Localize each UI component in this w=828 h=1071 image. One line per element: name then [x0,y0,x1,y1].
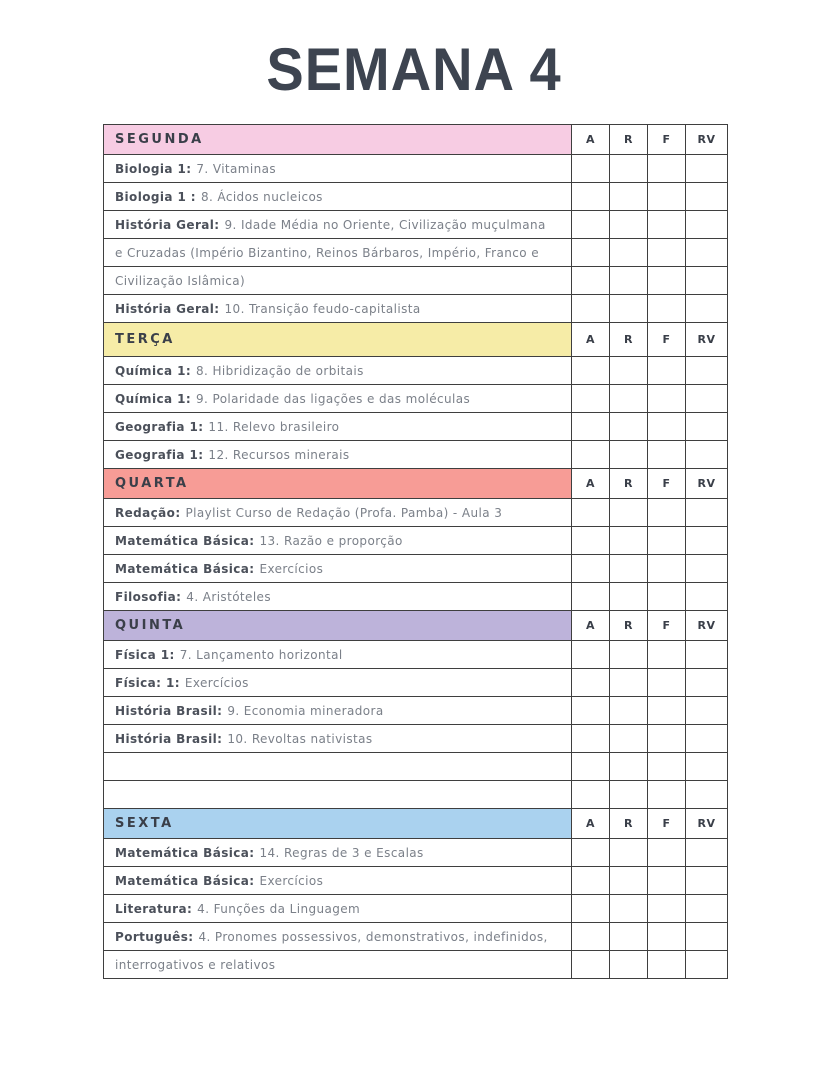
check-cell-r [609,210,648,239]
check-cell-rv [685,838,728,867]
check-cell-r [609,752,648,781]
check-cell-a [571,412,610,441]
day-header-sexta [103,808,730,839]
task-text [103,498,572,527]
check-cell-f [647,384,686,413]
check-cell-f [647,294,686,323]
task-text [103,696,572,725]
task-topic: 9. Economia mineradora [227,703,384,718]
check-cell-f [647,266,686,295]
task-topic: interrogativos e relativos [115,957,276,972]
check-column-header-f: F [647,808,686,839]
check-cell-a [571,266,610,295]
check-cell-r [609,866,648,895]
task-row [103,668,730,697]
check-cell-a [571,696,610,725]
task-text [103,210,572,239]
check-cell-r [609,668,648,697]
task-row [103,894,730,923]
task-row [103,582,730,611]
check-cell-a [571,238,610,267]
check-column-header-a: A [571,610,610,641]
check-cell-f [647,668,686,697]
check-cell-r [609,780,648,809]
task-text [103,356,572,385]
check-column-header-r: R [609,808,648,839]
check-cell-a [571,294,610,323]
check-cell-rv [685,154,728,183]
task-topic: Exercícios [259,561,324,576]
task-subject: Biologia 1 : [115,189,196,204]
task-row [103,696,730,725]
task-text [103,526,572,555]
task-row [103,640,730,669]
day-label-quarta: QUARTA [103,468,572,499]
check-cell-rv [685,582,728,611]
check-cell-r [609,724,648,753]
check-cell-rv [685,412,728,441]
check-cell-rv [685,866,728,895]
check-cell-a [571,724,610,753]
task-topic: 12. Recursos minerais [208,447,350,462]
task-row [103,182,730,211]
task-row [103,866,730,895]
check-cell-f [647,640,686,669]
task-subject: Física: 1: [115,675,180,690]
task-subject: Literatura: [115,901,193,916]
check-column-header-rv: RV [685,124,728,155]
task-text [103,238,572,267]
check-cell-rv [685,294,728,323]
check-cell-f [647,922,686,951]
check-cell-rv [685,182,728,211]
check-cell-f [647,894,686,923]
task-topic: 13. Razão e proporção [259,533,403,548]
check-cell-rv [685,950,728,979]
check-column-header-f: F [647,468,686,499]
task-row [103,154,730,183]
task-text [103,950,572,979]
check-cell-a [571,838,610,867]
check-cell-r [609,950,648,979]
task-row [103,412,730,441]
check-cell-f [647,498,686,527]
check-cell-rv [685,640,728,669]
task-row [103,440,730,469]
check-cell-rv [685,266,728,295]
check-cell-f [647,526,686,555]
task-text [103,582,572,611]
task-topic: 14. Regras de 3 e Escalas [259,845,424,860]
check-column-header-a: A [571,124,610,155]
task-subject: Matemática Básica: [115,533,255,548]
check-cell-f [647,696,686,725]
task-row [103,294,730,323]
task-subject: Matemática Básica: [115,845,255,860]
check-cell-r [609,526,648,555]
task-text [103,554,572,583]
task-topic: 8. Hibridização de orbitais [196,363,364,378]
task-subject: Química 1: [115,363,192,378]
check-column-header-rv: RV [685,610,728,641]
day-label-sexta: SEXTA [103,808,572,839]
task-row [103,384,730,413]
task-subject: Matemática Básica: [115,873,255,888]
check-cell-rv [685,554,728,583]
task-text [103,294,572,323]
task-text [103,894,572,923]
task-topic: Playlist Curso de Redação (Profa. Pamba) - Aula 3 [185,505,503,520]
task-topic: 8. Ácidos nucleicos [200,189,323,204]
check-cell-a [571,182,610,211]
check-cell-f [647,356,686,385]
check-cell-f [647,554,686,583]
task-subject: História Geral: [115,301,220,316]
task-row [103,210,730,239]
check-cell-a [571,440,610,469]
task-text [103,640,572,669]
task-topic: Exercícios [259,873,324,888]
task-topic: 10. Revoltas nativistas [227,731,373,746]
check-cell-rv [685,238,728,267]
task-row [103,922,730,951]
check-cell-r [609,294,648,323]
task-subject: Português: [115,929,194,944]
check-cell-a [571,894,610,923]
task-row [103,780,730,809]
check-cell-r [609,412,648,441]
check-cell-a [571,498,610,527]
task-topic: e Cruzadas (Império Bizantino, Reinos Bárbaros, Império, Franco e [115,245,540,260]
check-column-header-a: A [571,808,610,839]
task-text [103,412,572,441]
check-cell-f [647,440,686,469]
check-cell-f [647,866,686,895]
check-cell-r [609,922,648,951]
check-cell-f [647,724,686,753]
check-cell-f [647,950,686,979]
task-subject: Química 1: [115,391,192,406]
check-cell-rv [685,752,728,781]
check-cell-f [647,838,686,867]
check-cell-r [609,838,648,867]
task-text [103,922,572,951]
check-cell-r [609,696,648,725]
task-row [103,752,730,781]
check-cell-rv [685,526,728,555]
task-text [103,752,572,781]
task-subject: Biologia 1: [115,161,192,176]
check-cell-r [609,554,648,583]
check-cell-f [647,210,686,239]
check-cell-a [571,640,610,669]
day-label-quinta: QUINTA [103,610,572,641]
check-column-header-r: R [609,610,648,641]
task-row [103,724,730,753]
check-column-header-r: R [609,124,648,155]
page-title: SEMANA 4 [266,35,562,104]
day-header-terca [103,322,730,357]
check-column-header-rv: RV [685,322,728,357]
check-cell-f [647,412,686,441]
check-cell-rv [685,922,728,951]
check-cell-a [571,356,610,385]
task-text [103,668,572,697]
task-text [103,154,572,183]
check-cell-a [571,780,610,809]
task-subject: Geografia 1: [115,447,204,462]
task-row [103,238,730,267]
check-cell-f [647,582,686,611]
check-column-header-a: A [571,468,610,499]
check-cell-a [571,922,610,951]
check-cell-a [571,582,610,611]
task-row [103,266,730,295]
task-subject: História Geral: [115,217,220,232]
task-topic: 9. Polaridade das ligações e das moléculas [196,391,471,406]
check-cell-rv [685,498,728,527]
check-cell-f [647,752,686,781]
check-cell-rv [685,894,728,923]
task-text [103,384,572,413]
check-cell-a [571,384,610,413]
task-row [103,526,730,555]
task-topic: 10. Transição feudo-capitalista [224,301,421,316]
task-topic: Civilização Islâmica) [115,273,246,288]
task-row [103,554,730,583]
task-text [103,780,572,809]
check-cell-f [647,780,686,809]
task-text [103,838,572,867]
check-cell-r [609,356,648,385]
day-header-quinta [103,610,730,641]
day-label-segunda: SEGUNDA [103,124,572,155]
task-topic: 4. Pronomes possessivos, demonstrativos, indefinidos, [198,929,548,944]
check-column-header-f: F [647,124,686,155]
task-text [103,182,572,211]
check-column-header-f: F [647,610,686,641]
check-cell-rv [685,724,728,753]
task-subject: História Brasil: [115,703,223,718]
task-subject: Matemática Básica: [115,561,255,576]
check-cell-rv [685,440,728,469]
check-cell-r [609,582,648,611]
task-subject: Filosofia: [115,589,182,604]
day-header-quarta [103,468,730,499]
task-subject: Física 1: [115,647,175,662]
task-row [103,950,730,979]
check-cell-a [571,554,610,583]
check-cell-r [609,154,648,183]
task-topic: Exercícios [184,675,249,690]
check-cell-r [609,498,648,527]
day-label-terca: TERÇA [103,322,572,357]
check-cell-r [609,182,648,211]
task-row [103,498,730,527]
check-cell-r [609,238,648,267]
check-column-header-a: A [571,322,610,357]
task-topic: 7. Lançamento horizontal [179,647,343,662]
check-cell-r [609,384,648,413]
check-cell-a [571,526,610,555]
check-column-header-r: R [609,468,648,499]
task-topic: 4. Aristóteles [186,589,271,604]
check-cell-f [647,238,686,267]
check-column-header-rv: RV [685,808,728,839]
task-text [103,440,572,469]
task-topic: 11. Relevo brasileiro [208,419,340,434]
task-topic: 4. Funções da Linguagem [197,901,361,916]
task-subject: Geografia 1: [115,419,204,434]
check-cell-r [609,640,648,669]
task-subject: Redação: [115,505,181,520]
check-cell-f [647,182,686,211]
task-row [103,838,730,867]
check-cell-a [571,752,610,781]
task-text [103,724,572,753]
check-cell-a [571,210,610,239]
check-cell-rv [685,668,728,697]
task-text [103,866,572,895]
check-cell-rv [685,356,728,385]
day-header-segunda [103,124,730,155]
schedule-table [103,124,730,979]
check-cell-a [571,950,610,979]
check-cell-rv [685,696,728,725]
check-cell-a [571,154,610,183]
task-subject: História Brasil: [115,731,223,746]
check-cell-r [609,894,648,923]
check-column-header-r: R [609,322,648,357]
check-cell-a [571,668,610,697]
task-row [103,356,730,385]
task-topic: 9. Idade Média no Oriente, Civilização muçulmana [224,217,546,232]
check-cell-a [571,866,610,895]
check-cell-r [609,440,648,469]
check-cell-rv [685,780,728,809]
check-column-header-rv: RV [685,468,728,499]
check-cell-rv [685,384,728,413]
check-cell-f [647,154,686,183]
check-cell-rv [685,210,728,239]
task-topic: 7. Vitaminas [196,161,277,176]
check-column-header-f: F [647,322,686,357]
task-text [103,266,572,295]
check-cell-r [609,266,648,295]
